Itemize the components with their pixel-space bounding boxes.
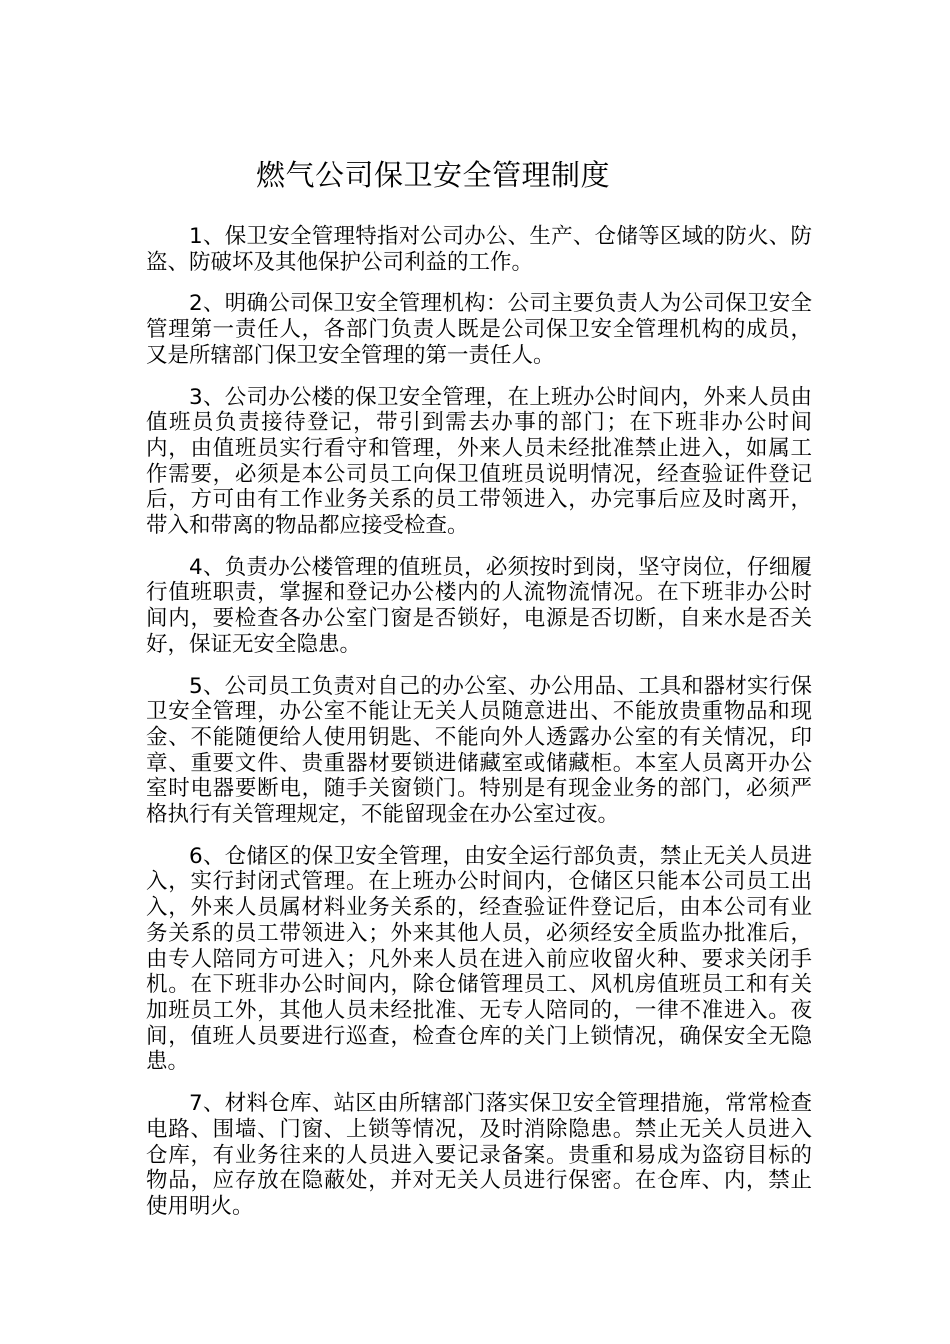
paragraph-6: 6、仓储区的保卫安全管理，由安全运行部负责，禁止无关人员进入，实行封闭式管理。在上班办公时间内，仓储区只能本公司员工出入，外来人员属材料业务关系的，经查验证件登记后，由本公司有业务关系的员工带领进入；外来其他人员，必须经安全质监办批准后，由专人陪同方可进入；凡外来人员在进入前应收留火种、要求关闭手机。在下班非办公时间内，除仓储管理员工、风机房值班员工和有关加班员工外，其他人员未经批准、无专人陪同的，一律不准进入。夜间，值班人员要进行巡查，检查仓库的关门上锁情况，确保安全无隐患。 (146, 843, 812, 1075)
paragraph-1: 1、保卫安全管理特指对公司办公、生产、仓储等区域的防火、防盗、防破坏及其他保护公司利益的工作。 (146, 224, 812, 275)
paragraph-3: 3、公司办公楼的保卫安全管理，在上班办公时间内，外来人员由值班员负责接待登记，带引到需去办事的部门；在下班非办公时间内，由值班员实行看守和管理，外来人员未经批准禁止进入，如属工作需要，必须是本公司员工向保卫值班员说明情况，经查验证件登记后，方可由有工作业务关系的员工带领进入，办完事后应及时离开，带入和带离的物品都应接受检查。 (146, 384, 812, 539)
paragraph-4: 4、负责办公楼管理的值班员，必须按时到岗，坚守岗位，仔细履行值班职责，掌握和登记办公楼内的人流物流情况。在下班非办公时间内，要检查各办公室门窗是否锁好，电源是否切断，自来水是否关好，保证无安全隐患。 (146, 554, 812, 657)
document-body (146, 224, 812, 1236)
document-title: 燃气公司保卫安全管理制度 (256, 158, 611, 192)
paragraph-5: 5、公司员工负责对自己的办公室、办公用品、工具和器材实行保卫安全管理，办公室不能让无关人员随意进出、不能放贵重物品和现金、不能随便给人使用钥匙、不能向外人透露办公室的有关情况，印章、重要文件、贵重器材要锁进储藏室或储藏柜。本室人员离开办公室时电器要断电，随手关窗锁门。特别是有现金业务的部门，必须严格执行有关管理规定，不能留现金在办公室过夜。 (146, 673, 812, 828)
paragraph-7: 7、材料仓库、站区由所辖部门落实保卫安全管理措施，常常检查电路、围墙、门窗、上锁等情况，及时消除隐患。禁止无关人员进入仓库，有业务往来的人员进入要记录备案。贵重和易成为盗窃目标的物品，应存放在隐蔽处，并对无关人员进行保密。在仓库、内，禁止使用明火。 (146, 1091, 812, 1219)
paragraph-2: 2、明确公司保卫安全管理机构：公司主要负责人为公司保卫安全管理第一责任人，各部门负责人既是公司保卫安全管理机构的成员，又是所辖部门保卫安全管理的第一责任人。 (146, 291, 812, 368)
